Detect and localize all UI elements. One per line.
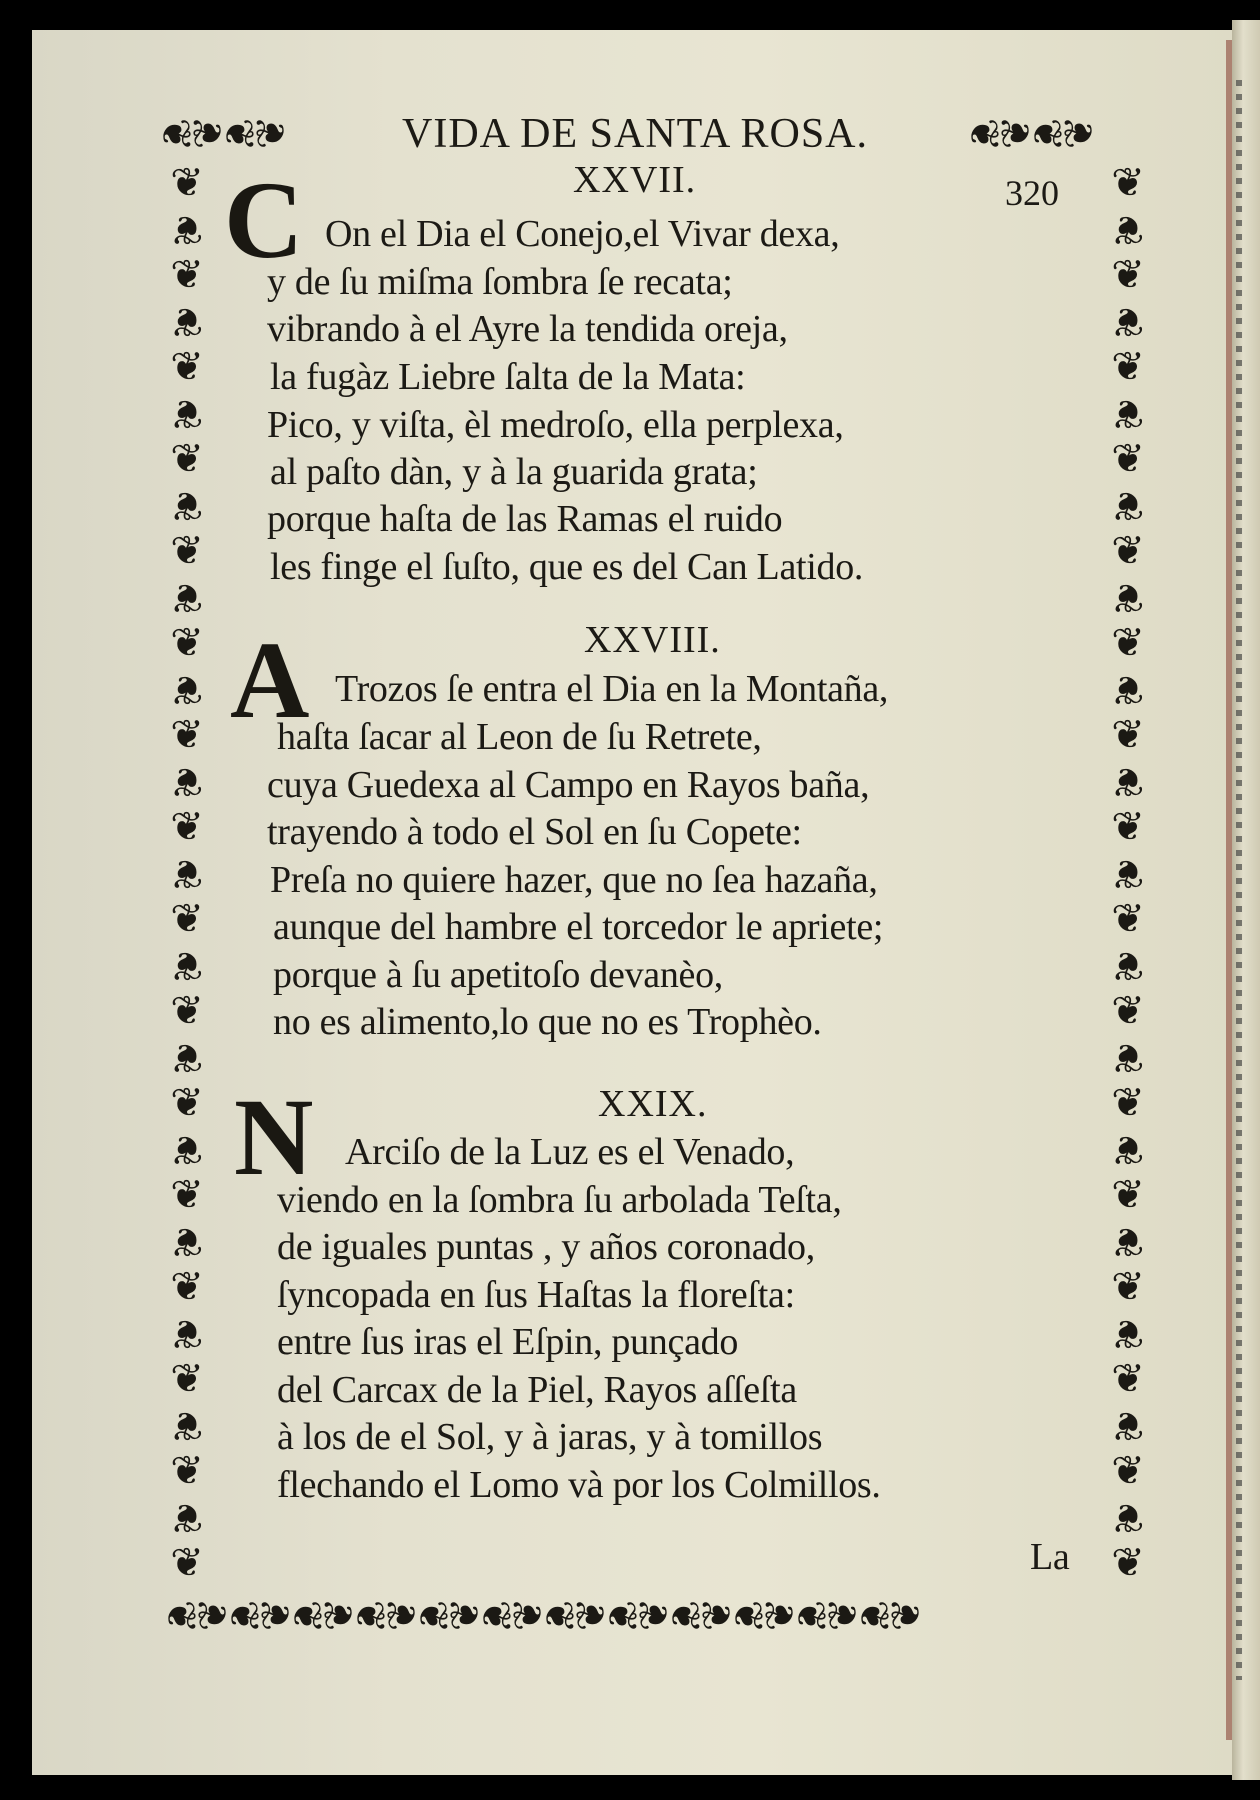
fleuron-icon: ❦ — [1111, 667, 1145, 712]
fleuron-icon: ❦ — [170, 1495, 204, 1540]
fleuron-icon: ❦ — [1111, 1356, 1145, 1401]
fleuron-icon: ❦ — [1111, 759, 1145, 804]
fleuron-icon: ❦ — [170, 988, 204, 1033]
fleuron-icon: ❦ — [170, 1172, 204, 1217]
fleuron-icon: ❦ — [1111, 299, 1145, 344]
fleuron-icon: ❦ — [170, 483, 204, 528]
adjacent-page-edge — [1232, 20, 1260, 1780]
verse-line: trayendo à todo el Sol en ſu Copete: — [267, 811, 802, 853]
fleuron-icon: ❦ — [1111, 1540, 1145, 1585]
fleuron-icon: ❦ — [1111, 943, 1145, 988]
verse-line: Pico, y viſta, èl medroſo, ella perplexa, — [267, 404, 844, 446]
fleuron-icon: ❦ — [1111, 1495, 1145, 1540]
fleuron-icon: ❦ — [170, 207, 204, 252]
fleuron-icon: ❦ — [252, 1599, 298, 1631]
fleuron-icon: ❦ — [170, 1127, 204, 1172]
fleuron-icon: ❦ — [473, 1599, 519, 1631]
fleuron-icon: ❦ — [315, 1599, 361, 1631]
fleuron-icon: ❦ — [1111, 851, 1145, 896]
fleuron-icon: ❦ — [1111, 896, 1145, 941]
fleuron-icon: ❦ — [1111, 575, 1145, 620]
verse-line: y de ſu miſma ſombra ſe recata; — [267, 261, 733, 303]
fleuron-icon: ❦ — [170, 1264, 204, 1309]
fleuron-icon: ❦ — [170, 299, 204, 344]
fleuron-icon: ❦ — [1111, 1080, 1145, 1125]
fleuron-icon: ❦ — [1111, 1448, 1145, 1493]
fleuron-icon: ❦ — [170, 252, 204, 297]
verse-line: les finge el ſuſto, que es del Can Latido. — [270, 546, 864, 588]
verse-line: entre ſus iras el Eſpin, punçado — [277, 1321, 739, 1363]
stanza-numeral: XXVIII. — [584, 619, 721, 661]
fleuron-icon: ❦ — [170, 1403, 204, 1448]
drop-cap: C — [224, 159, 304, 281]
verse-line: ſyncopada en ſus Haſtas la floreſta: — [277, 1274, 795, 1316]
fleuron-icon: ❦ — [883, 1599, 929, 1631]
fleuron-icon: ❦ — [170, 160, 204, 205]
fleuron-icon: ❦ — [284, 1599, 330, 1631]
fleuron-icon: ❦ — [1111, 207, 1145, 252]
fleuron-icon: ❦ — [184, 117, 230, 149]
fleuron-icon: ❦ — [504, 1599, 550, 1631]
fleuron-icon: ❦ — [158, 1599, 204, 1631]
fleuron-icon: ❦ — [170, 896, 204, 941]
fleuron-icon: ❦ — [694, 1599, 740, 1631]
verse-line: viendo en la ſombra ſu arbolada Teſta, — [277, 1179, 842, 1221]
verse-line: aunque del hambre el torcedor le apriete; — [273, 906, 884, 948]
fleuron-icon: ❦ — [1111, 1311, 1145, 1356]
fleuron-icon: ❦ — [347, 1599, 393, 1631]
ornament-border-right — [1098, 160, 1158, 1586]
fleuron-icon: ❦ — [441, 1599, 487, 1631]
fleuron-icon: ❦ — [536, 1599, 582, 1631]
fleuron-icon: ❦ — [1111, 1172, 1145, 1217]
fleuron-icon: ❦ — [1111, 1035, 1145, 1080]
fleuron-icon: ❦ — [757, 1599, 803, 1631]
stanza-numeral: XXIX. — [598, 1083, 708, 1125]
fleuron-icon: ❦ — [1111, 344, 1145, 389]
fleuron-icon: ❦ — [1111, 804, 1145, 849]
fleuron-icon: ❦ — [1111, 712, 1145, 757]
ornament-top-left — [153, 108, 293, 158]
fleuron-icon: ❦ — [170, 1311, 204, 1356]
verse-line: Arciſo de la Luz es el Venado, — [345, 1131, 795, 1173]
ornament-top-right — [961, 108, 1101, 158]
fleuron-icon: ❦ — [170, 1219, 204, 1264]
fleuron-icon: ❦ — [189, 1599, 235, 1631]
stanza-numeral: XXVII. — [573, 159, 697, 201]
fleuron-icon: ❦ — [788, 1599, 834, 1631]
fleuron-icon: ❦ — [378, 1599, 424, 1631]
fleuron-icon: ❦ — [170, 1448, 204, 1493]
verse-line: flechando el Lomo và por los Colmillos. — [277, 1464, 881, 1506]
drop-cap: A — [230, 619, 310, 741]
fleuron-icon: ❦ — [170, 759, 204, 804]
adjacent-page-border — [1236, 80, 1242, 1680]
fleuron-icon: ❦ — [170, 575, 204, 620]
fleuron-icon: ❦ — [1111, 528, 1145, 573]
fleuron-icon: ❦ — [170, 1080, 204, 1125]
fleuron-icon: ❦ — [992, 117, 1038, 149]
fleuron-icon: ❦ — [1111, 483, 1145, 528]
verse-line: Trozos ſe entra el Dia en la Montaña, — [335, 668, 889, 710]
fleuron-icon: ❦ — [1055, 117, 1101, 149]
fleuron-icon: ❦ — [170, 851, 204, 896]
fleuron-icon: ❦ — [170, 528, 204, 573]
fleuron-icon: ❦ — [170, 667, 204, 712]
fleuron-icon: ❦ — [1111, 160, 1145, 205]
fleuron-icon: ❦ — [662, 1599, 708, 1631]
fleuron-icon: ❦ — [170, 804, 204, 849]
fleuron-icon: ❦ — [170, 1356, 204, 1401]
fleuron-icon: ❦ — [170, 620, 204, 665]
fleuron-icon: ❦ — [1111, 391, 1145, 436]
verse-line: porque à ſu apetitoſo devanèo, — [273, 954, 724, 996]
fleuron-icon: ❦ — [1111, 620, 1145, 665]
fleuron-icon: ❦ — [170, 344, 204, 389]
fleuron-icon: ❦ — [567, 1599, 613, 1631]
fleuron-icon: ❦ — [170, 943, 204, 988]
verse-line: al paſto dàn, y à la guarida grata; — [270, 451, 758, 493]
fleuron-icon: ❦ — [170, 1035, 204, 1080]
verse-line: de iguales puntas , y años coronado, — [277, 1226, 815, 1268]
fleuron-icon: ❦ — [961, 117, 1007, 149]
verse-line: cuya Guedexa al Campo en Rayos baña, — [267, 764, 870, 806]
verse-line: no es alimento,lo que no es Trophèo. — [273, 1001, 822, 1043]
fleuron-icon: ❦ — [1111, 1127, 1145, 1172]
fleuron-icon: ❦ — [820, 1599, 866, 1631]
verse-line: vibrando à el Ayre la tendida oreja, — [267, 308, 788, 350]
running-title: VIDA DE SANTA ROSA. — [402, 111, 869, 157]
fleuron-icon: ❦ — [221, 1599, 267, 1631]
fleuron-icon: ❦ — [1111, 1403, 1145, 1448]
fleuron-icon: ❦ — [247, 117, 293, 149]
fleuron-icon: ❦ — [1024, 117, 1070, 149]
page-number: 320 — [1005, 173, 1059, 213]
fleuron-icon: ❦ — [153, 117, 199, 149]
ornament-border-bottom — [158, 1590, 929, 1640]
verse-line: porque haſta de las Ramas el ruido — [267, 498, 783, 540]
ornament-border-left — [157, 160, 217, 1586]
drop-cap: N — [234, 1076, 314, 1198]
fleuron-icon: ❦ — [1111, 252, 1145, 297]
verse-line: à los de el Sol, y à jaras, y à tomillos — [277, 1416, 823, 1458]
fleuron-icon: ❦ — [599, 1599, 645, 1631]
fleuron-icon: ❦ — [1111, 988, 1145, 1033]
fleuron-icon: ❦ — [725, 1599, 771, 1631]
fleuron-icon: ❦ — [170, 712, 204, 757]
fleuron-icon: ❦ — [170, 391, 204, 436]
verse-line: del Carcax de la Piel, Rayos aſſeſta — [277, 1369, 797, 1411]
verse-line: On el Dia el Conejo,el Vivar dexa, — [325, 213, 840, 255]
catchword: La — [1030, 1536, 1070, 1578]
verse-line: la fugàz Liebre ſalta de la Mata: — [270, 356, 746, 398]
fleuron-icon: ❦ — [1111, 1219, 1145, 1264]
fleuron-icon: ❦ — [216, 117, 262, 149]
fleuron-icon: ❦ — [170, 436, 204, 481]
fleuron-icon: ❦ — [1111, 1264, 1145, 1309]
fleuron-icon: ❦ — [630, 1599, 676, 1631]
fleuron-icon: ❦ — [170, 1540, 204, 1585]
fleuron-icon: ❦ — [851, 1599, 897, 1631]
fleuron-icon: ❦ — [1111, 436, 1145, 481]
fleuron-icon: ❦ — [410, 1599, 456, 1631]
verse-line: haſta ſacar al Leon de ſu Retrete, — [277, 716, 762, 758]
verse-line: Preſa no quiere hazer, que no ſea hazaña, — [270, 859, 878, 901]
